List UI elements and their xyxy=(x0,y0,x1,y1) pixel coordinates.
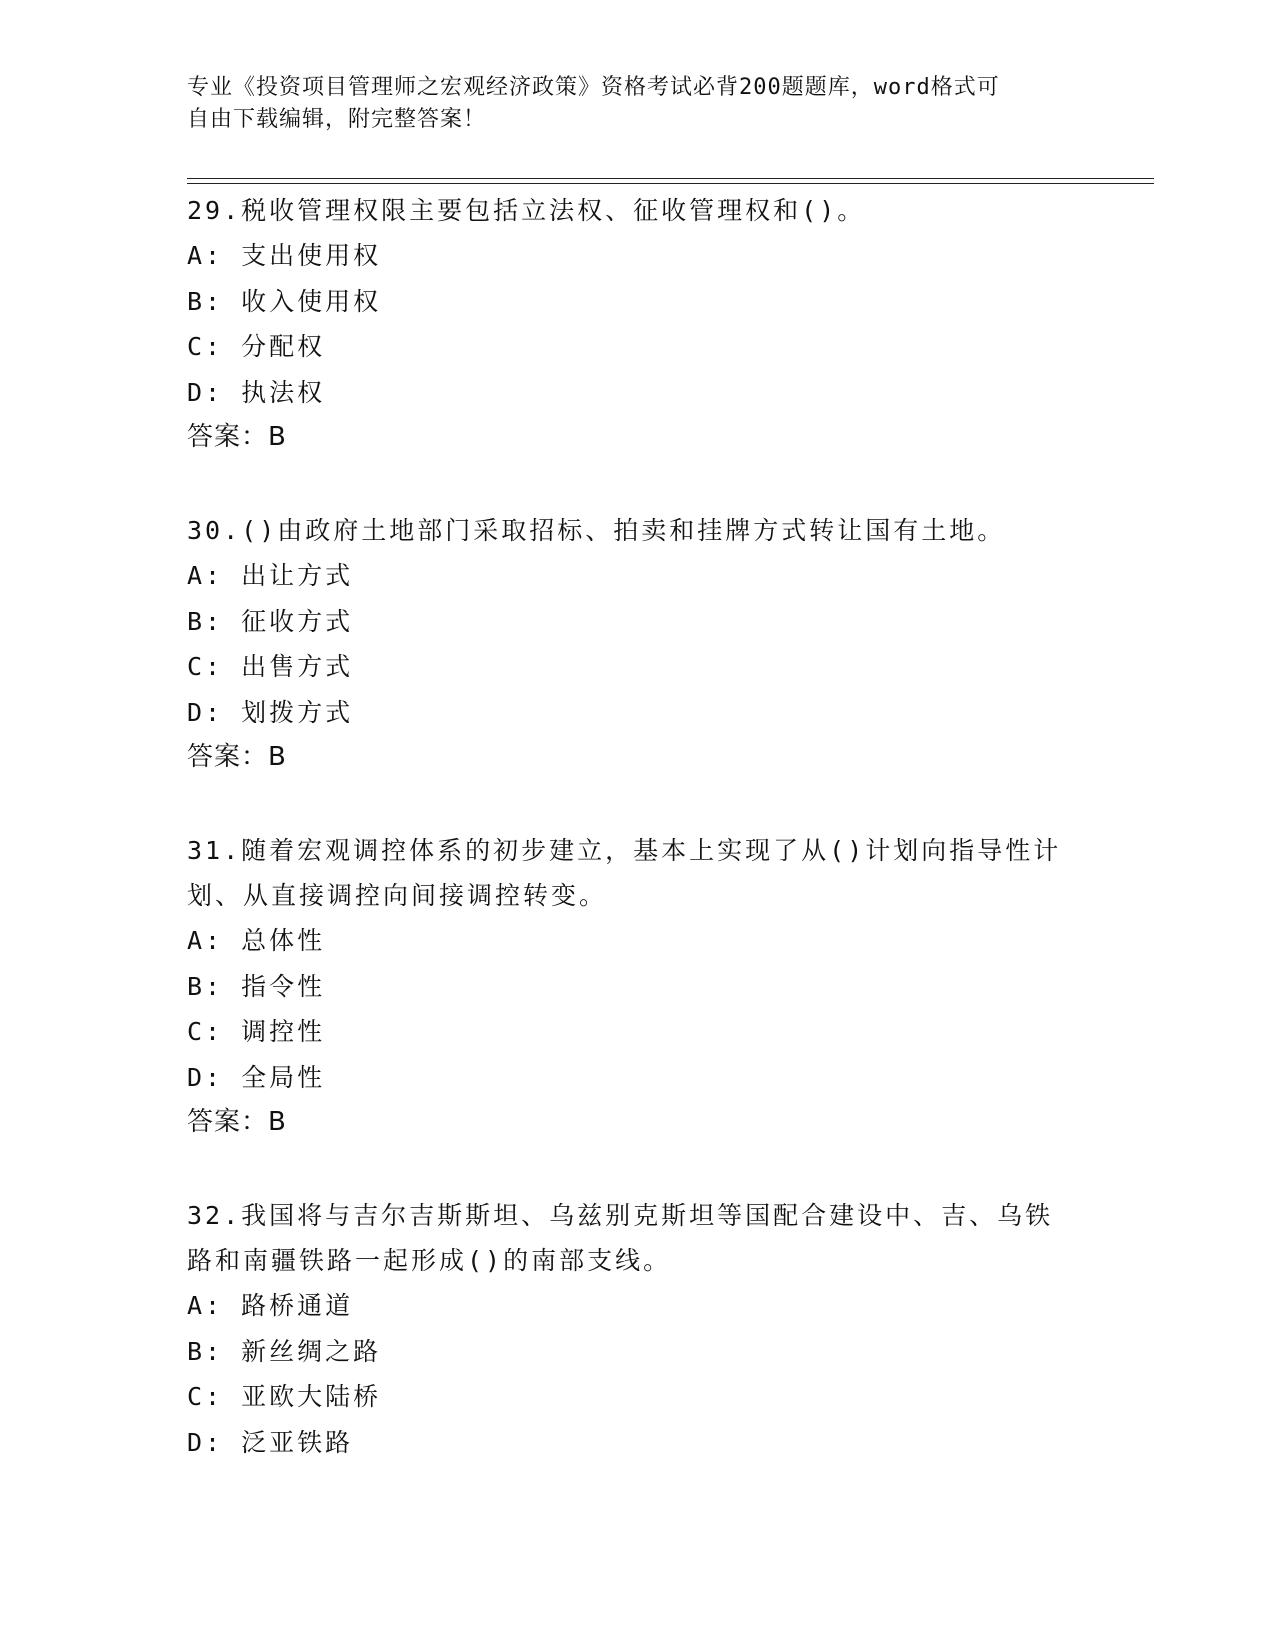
question-item xyxy=(187,188,1087,460)
option-a: A: 路桥通道 xyxy=(187,1291,354,1320)
answer-line: 答案：B xyxy=(187,1107,287,1137)
header-title-line-2: 自由下载编辑，附完整答案！ xyxy=(187,107,487,132)
option-c: C: 分配权 xyxy=(187,332,326,361)
option-d: D: 泛亚铁路 xyxy=(187,1427,354,1457)
header-title-line-1: 专业《投资项目管理师之宏观经济政策》资格考试必背200题题库，word格式可 xyxy=(187,75,1000,100)
answer-line: 答案：B xyxy=(187,422,287,452)
question-stem-line-1: 31.随着宏观调控体系的初步建立，基本上实现了从()计划向指导性计 xyxy=(187,836,1062,865)
option-b: B: 征收方式 xyxy=(187,606,354,636)
question-stem-line-1: 32.我国将与吉尔吉斯斯坦、乌兹别克斯坦等国配合建设中、吉、乌铁 xyxy=(187,1201,1054,1230)
question-stem-line-2: 路和南疆铁路一起形成()的南部支线。 xyxy=(187,1246,672,1275)
answer-line: 答案：B xyxy=(187,742,287,772)
question-item xyxy=(187,828,1087,1145)
option-d: D: 执法权 xyxy=(187,377,326,407)
option-c: C: 亚欧大陆桥 xyxy=(187,1382,382,1411)
option-b: B: 新丝绸之路 xyxy=(187,1336,382,1366)
header-divider xyxy=(187,178,1154,184)
question-list xyxy=(187,188,1087,1513)
document-header xyxy=(187,72,1067,136)
question-item xyxy=(187,508,1087,780)
option-d: D: 划拨方式 xyxy=(187,697,354,727)
option-a: A: 出让方式 xyxy=(187,561,354,590)
option-a: A: 支出使用权 xyxy=(187,241,382,270)
option-c: C: 出售方式 xyxy=(187,652,354,681)
question-stem: 29.税收管理权限主要包括立法权、征收管理权和()。 xyxy=(187,196,866,225)
option-b: B: 收入使用权 xyxy=(187,286,382,316)
question-stem: 30.()由政府土地部门采取招标、拍卖和挂牌方式转让国有土地。 xyxy=(187,516,1006,545)
option-c: C: 调控性 xyxy=(187,1017,326,1046)
question-stem-line-2: 划、从直接调控向间接调控转变。 xyxy=(187,881,608,910)
option-b: B: 指令性 xyxy=(187,971,326,1001)
option-a: A: 总体性 xyxy=(187,926,326,955)
option-d: D: 全局性 xyxy=(187,1062,326,1092)
question-item xyxy=(187,1193,1087,1465)
